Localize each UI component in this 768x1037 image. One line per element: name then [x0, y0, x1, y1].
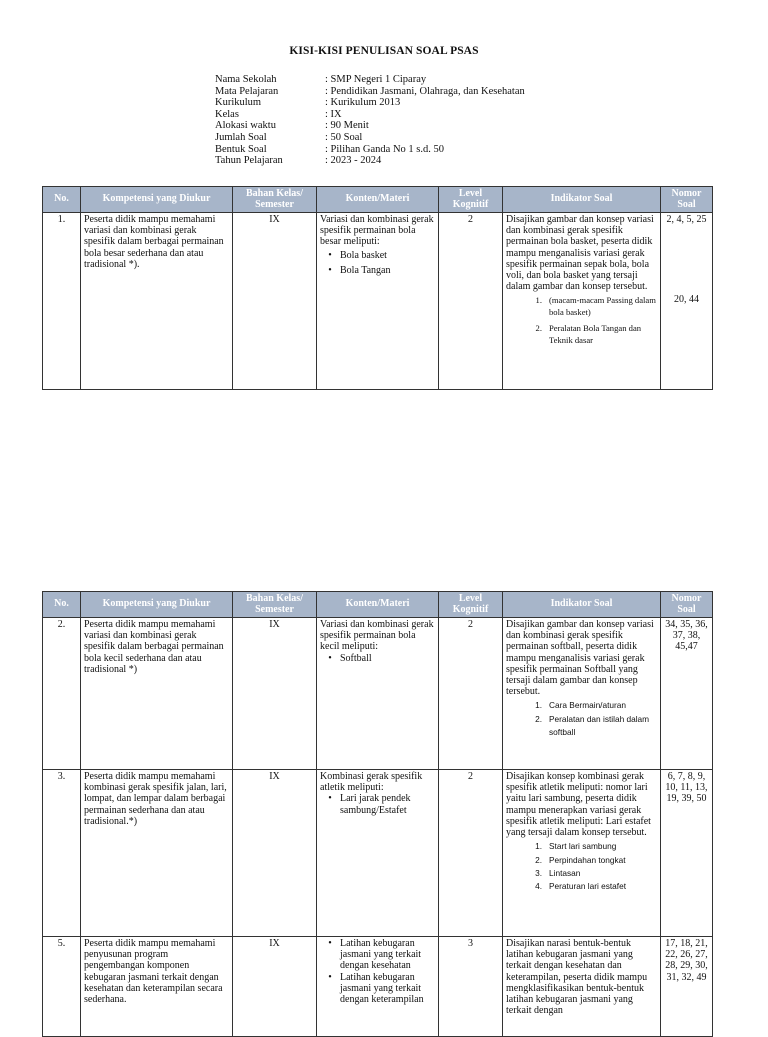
- cell-level: 2: [439, 770, 503, 937]
- bullet-icon: •: [328, 793, 332, 805]
- cell-no: 2.: [43, 618, 81, 770]
- bullet-icon: •: [328, 652, 332, 664]
- table-row: [43, 618, 713, 770]
- info-label: Nama Sekolah: [215, 74, 277, 85]
- list-item: [506, 854, 657, 867]
- header-level: Level Kognitif: [439, 187, 503, 213]
- info-value: : Kurikulum 2013: [325, 97, 401, 109]
- header-nomor: Nomor Soal: [661, 592, 713, 618]
- cell-level: 2: [439, 213, 503, 390]
- info-row: [215, 132, 525, 144]
- info-value: : IX: [325, 108, 342, 120]
- konten-item: Bola basket: [340, 249, 387, 261]
- list-item: [320, 972, 435, 1006]
- cell-nomor: 34, 35, 36, 37, 38, 45,47: [661, 618, 713, 770]
- cell-indikator: [503, 213, 661, 390]
- header-indikator: Indikator Soal: [503, 592, 661, 618]
- list-text: Lintasan: [549, 868, 581, 879]
- list-text: Peralatan Bola Tangan dan Teknik dasar: [549, 323, 642, 346]
- list-text: (macam-macam Passing dalam bola basket): [549, 295, 656, 318]
- info-label: Tahun Pelajaran: [215, 155, 283, 167]
- header-no: No.: [43, 592, 81, 618]
- cell-kompetensi: Peserta didik mampu memahami variasi dan kombinasi gerak spesifik dalam berbagai permainan bola kecil sederhana dan atau tradisional *): [81, 618, 233, 770]
- info-value: : 90 Menit: [325, 120, 369, 132]
- indikator-intro: Disajikan gambar dan konsep variasi dan kombinasi gerak spesifik permainan softball, peserta didik mampu menganalisis variasi gerak spesifik permainan Softball yang tersaji dalam gambar dan konsep tersebut.: [506, 619, 654, 698]
- kisi-table-1: [42, 186, 713, 390]
- list-text: Peraturan lari estafet: [549, 881, 627, 892]
- header-konten: Konten/Materi: [317, 592, 439, 618]
- header-kompetensi: Kompetensi yang Diukur: [81, 592, 233, 618]
- list-number: 2.: [535, 713, 542, 724]
- cell-kompetensi: Peserta didik mampu memahami penyusunan program pengembangan komponen kebugaran jasmani terkait dengan kesehatan dan keterampilan secara sederhana.: [81, 937, 233, 1037]
- bullet-icon: •: [328, 249, 332, 261]
- indikator-list: [506, 699, 657, 739]
- cell-bahan: IX: [233, 770, 317, 937]
- info-row: [215, 144, 525, 156]
- info-value: : Pilihan Ganda No 1 s.d. 50: [325, 143, 444, 155]
- list-number: 1.: [535, 700, 542, 711]
- list-item: [506, 840, 657, 853]
- cell-kompetensi: Peserta didik mampu memahami kombinasi gerak spesifik jalan, lari, lompat, dan lempar dalam berbagai permainan sederhana dan atau tradisional.*): [81, 770, 233, 937]
- list-item: [320, 265, 435, 276]
- konten-item: Softball: [340, 652, 372, 664]
- header-level: Level Kognitif: [439, 592, 503, 618]
- cell-level: 2: [439, 618, 503, 770]
- indikator-intro: Disajikan gambar dan konsep variasi dan kombinasi gerak spesifik permainan bola basket, peserta didik mampu menganalisis variasi gerak spesifik permainan sepak bola, bola voli, dan bola basket yang tersaji dalam gambar dan konsep tersebut.: [506, 214, 654, 293]
- list-number: 2.: [535, 854, 542, 865]
- header-indikator: Indikator Soal: [503, 187, 661, 213]
- info-row: [215, 97, 525, 109]
- list-text: Start lari sambung: [549, 841, 617, 852]
- info-value: : 50 Soal: [325, 131, 363, 143]
- kisi-table-2: [42, 591, 713, 1037]
- table-row: [43, 937, 713, 1037]
- header-kompetensi: Kompetensi yang Diukur: [81, 187, 233, 213]
- info-label: Jumlah Soal: [215, 131, 267, 143]
- list-item: [506, 880, 657, 893]
- info-label: Mata Pelajaran: [215, 85, 279, 97]
- cell-nomor: [661, 213, 713, 390]
- info-row: [215, 155, 525, 167]
- info-row: [215, 109, 525, 121]
- cell-no: 5.: [43, 937, 81, 1037]
- info-value: : SMP Negeri 1 Ciparay: [325, 74, 427, 85]
- cell-bahan: IX: [233, 213, 317, 390]
- cell-indikator: Disajikan narasi bentuk-bentuk latihan kebugaran jasmani yang terkait dengan kesehatan dan keterampilan, peserta didik mampu mengklasifikasikan bentuk-bentuk latihan kebugaran jasmani yang terkait dengan: [503, 937, 661, 1037]
- table-header-row: [43, 592, 713, 618]
- table-header-row: [43, 187, 713, 213]
- konten-item: Bola Tangan: [340, 264, 391, 276]
- info-row: [215, 86, 525, 98]
- list-item: [320, 938, 435, 972]
- list-text: Cara Bermain/aturan: [549, 700, 627, 711]
- konten-item: Latihan kebugaran jasmani yang terkait dengan keterampilan: [340, 971, 424, 1006]
- info-label: Bentuk Soal: [215, 143, 267, 155]
- bullet-icon: •: [328, 971, 332, 983]
- info-label: Kurikulum: [215, 97, 262, 109]
- table-row: [43, 213, 713, 390]
- document-title: KISI-KISI PENULISAN SOAL PSAS: [289, 45, 479, 57]
- cell-kompetensi: Peserta didik mampu memahami variasi dan kombinasi gerak spesifik dalam berbagai permainan bola besar sederhana dan atau tradisional *).: [81, 213, 233, 390]
- konten-intro: Kombinasi gerak spesifik atletik meliputi:: [320, 771, 423, 794]
- cell-bahan: IX: [233, 937, 317, 1037]
- cell-bahan: IX: [233, 618, 317, 770]
- nomor-soal-extra: 20, 44: [674, 294, 699, 306]
- info-value: : Pendidikan Jasmani, Olahraga, dan Kesehatan: [325, 85, 525, 97]
- indikator-list: [506, 840, 657, 894]
- cell-konten: [317, 213, 439, 390]
- list-item: [506, 867, 657, 880]
- header-nomor: Nomor Soal: [661, 187, 713, 213]
- list-item: [506, 294, 657, 318]
- list-number: 1.: [535, 295, 542, 306]
- list-number: 2.: [535, 323, 542, 334]
- list-item: [320, 250, 435, 261]
- list-item: [506, 322, 657, 346]
- bullet-icon: •: [328, 264, 332, 276]
- table-row: [43, 770, 713, 937]
- info-label: Alokasi waktu: [215, 120, 276, 132]
- cell-konten: [317, 770, 439, 937]
- cell-level: 3: [439, 937, 503, 1037]
- list-number: 4.: [535, 881, 542, 892]
- konten-intro: Variasi dan kombinasi gerak spesifik permainan bola kecil meliputi:: [320, 619, 434, 653]
- info-value: : 2023 - 2024: [325, 155, 382, 167]
- list-item: [506, 699, 657, 712]
- konten-intro: Variasi dan kombinasi gerak spesifik permainan bola besar meliputi:: [320, 214, 434, 248]
- cell-no: 3.: [43, 770, 81, 937]
- list-text: Peralatan dan istilah dalam softball: [549, 713, 650, 738]
- header-bahan: Bahan Kelas/ Semester: [233, 592, 317, 618]
- cell-indikator: [503, 618, 661, 770]
- list-number: 1.: [535, 841, 542, 852]
- list-number: 3.: [535, 868, 542, 879]
- info-row: [215, 74, 525, 86]
- cell-no: 1.: [43, 213, 81, 390]
- cell-nomor: 6, 7, 8, 9, 10, 11, 13, 19, 39, 50: [661, 770, 713, 937]
- bullet-icon: •: [328, 938, 332, 949]
- info-row: [215, 120, 525, 132]
- konten-item: Lari jarak pendek sambung/Estafet: [340, 793, 411, 816]
- info-label: Kelas: [215, 108, 239, 120]
- cell-nomor: 17, 18, 21, 22, 26, 27, 28, 29, 30, 31, 32, 49: [661, 937, 713, 1037]
- cell-konten: [317, 618, 439, 770]
- list-text: Perpindahan tongkat: [549, 854, 626, 865]
- cell-indikator: [503, 770, 661, 937]
- header-bahan: Bahan Kelas/ Semester: [233, 187, 317, 213]
- list-item: [320, 653, 435, 664]
- list-item: [320, 793, 435, 815]
- konten-item: Latihan kebugaran jasmani yang terkait dengan kesehatan: [340, 938, 422, 972]
- header-konten: Konten/Materi: [317, 187, 439, 213]
- indikator-intro: Disajikan konsep kombinasi gerak spesifik atletik meliputi: nomor lari yaitu lari sambung, peserta didik mampu menerapkan variasi gerak spesifik atletik meliputi: Lari estafet yang tersaji dalam konsep tersebut.: [506, 771, 651, 839]
- header-no: No.: [43, 187, 81, 213]
- list-item: [506, 713, 657, 740]
- indikator-list: [506, 294, 657, 346]
- nomor-soal: 2, 4, 5, 25: [666, 214, 707, 225]
- cell-konten: [317, 937, 439, 1037]
- school-info-block: [215, 74, 525, 167]
